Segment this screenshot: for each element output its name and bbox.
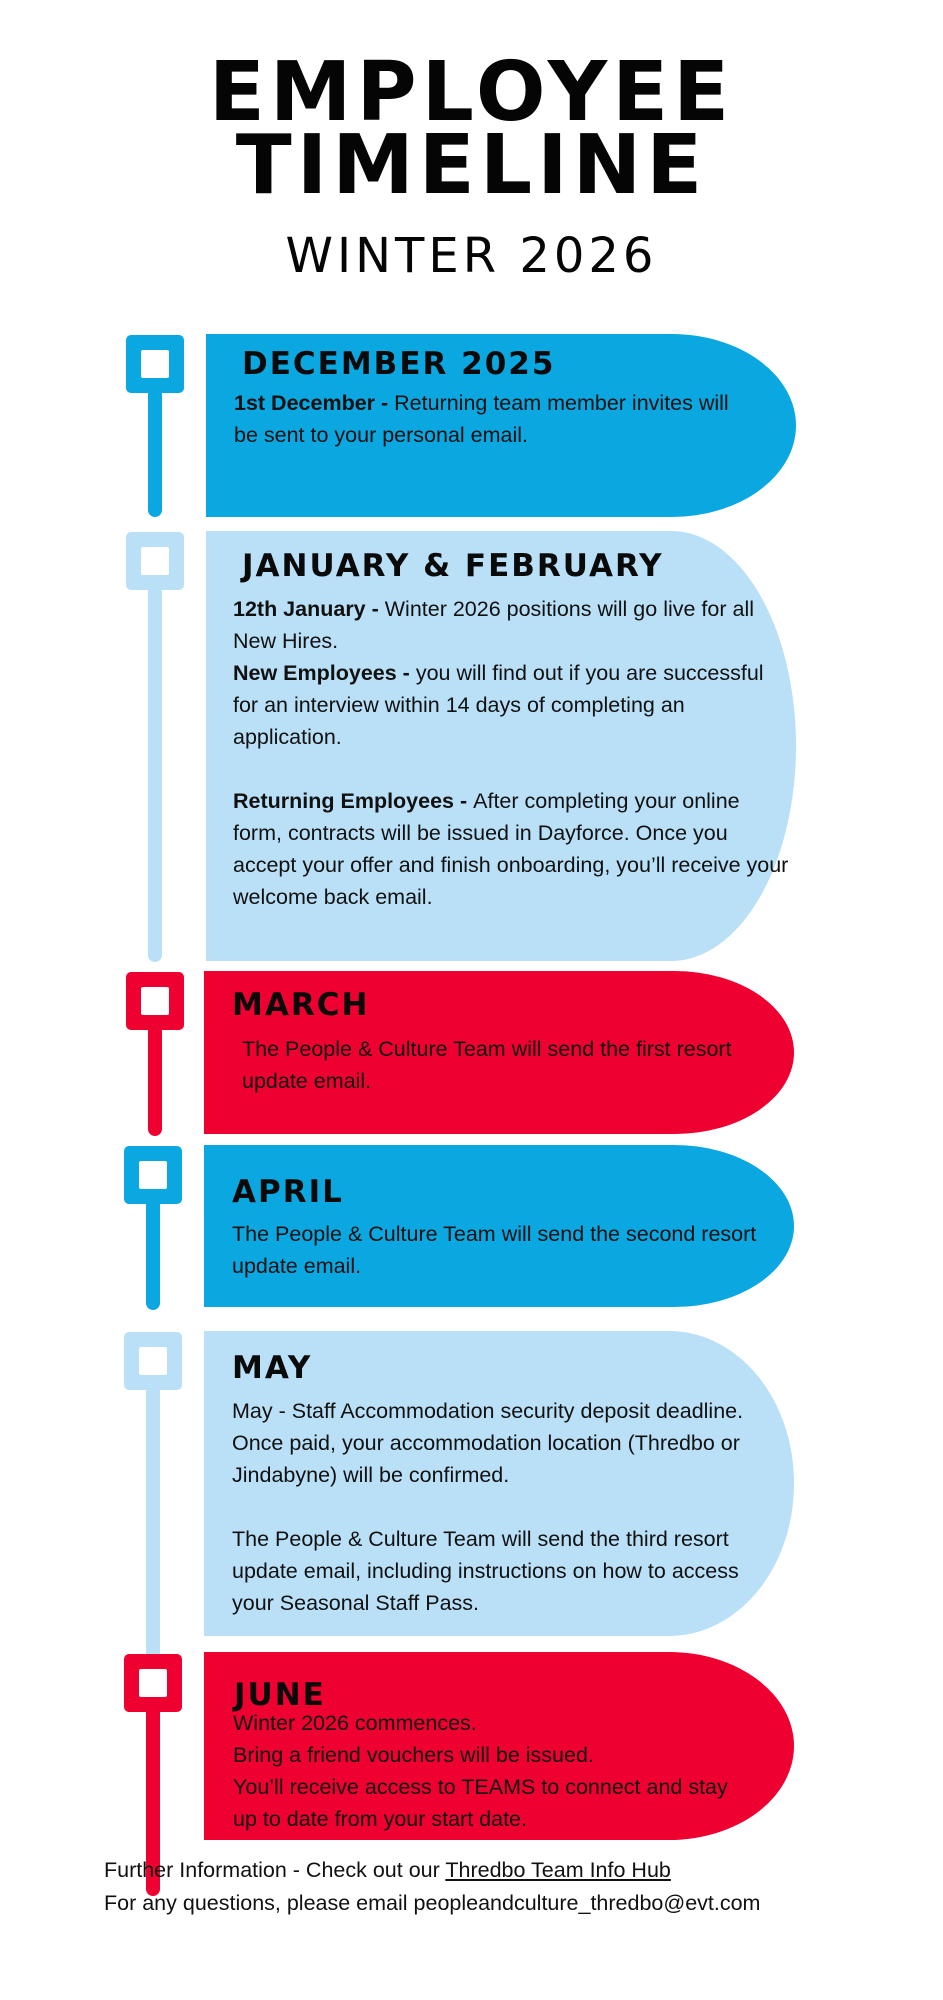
timeline-card-heading: MAY	[232, 1350, 313, 1386]
timeline-card-body	[233, 593, 793, 913]
page-title-line-1: EMPLOYEE	[208, 45, 735, 140]
timeline-card-body	[234, 387, 744, 451]
timeline-text: you will find out if you are successful for an interview within 14 days of completing an application.	[233, 661, 764, 749]
timeline-text: The People & Culture Team will send the third resort update email, including instructions on how to access your Seasonal Staff Pass.	[232, 1527, 739, 1615]
timeline-card-body	[233, 1707, 733, 1835]
page-subtitle: WINTER 2026	[285, 228, 658, 284]
timeline-text: May - Staff Accommodation security deposit deadline. Once paid, your accommodation location (Thredbo or Jindabyne) will be confirmed.	[232, 1399, 744, 1487]
timeline-card-heading: MARCH	[232, 987, 370, 1023]
team-info-hub-link[interactable]: Thredbo Team Info Hub	[445, 1858, 671, 1882]
timeline-group-label: New Employees -	[233, 661, 416, 685]
timeline-text: Returning team member invites will be sent to your personal email.	[234, 391, 729, 447]
timeline-text: You’ll receive access to TEAMS to connect and stay up to date from your start date.	[233, 1775, 728, 1831]
timeline-card-heading: JANUARY & FEBRUARY	[242, 548, 664, 584]
timeline-text: Winter 2026 positions will go live for all New Hires.	[233, 597, 754, 653]
timeline-card-body	[242, 1033, 742, 1097]
timeline-card-january-february	[206, 531, 796, 961]
timeline-text: The People & Culture Team will send the first resort update email.	[242, 1037, 732, 1093]
timeline-card-heading: APRIL	[232, 1174, 344, 1210]
timeline-date-label: 1st December -	[234, 391, 395, 415]
timeline-card-body	[232, 1395, 772, 1619]
timeline-group-label: Returning Employees -	[233, 789, 474, 813]
timeline-card-march	[204, 971, 794, 1134]
timeline-text: The People & Culture Team will send the second resort update email.	[232, 1222, 757, 1278]
timeline-text: After completing your online form, contracts will be issued in Dayforce. Once you accept your offer and finish onboarding, you’ll receive your welcome back email.	[233, 789, 789, 909]
timeline-card-heading: JUNE	[234, 1677, 326, 1713]
timeline-card-april	[204, 1145, 794, 1307]
timeline-card-june	[204, 1652, 794, 1840]
footer-contact-line: For any questions, please email peopleandculture_thredbo@evt.com	[104, 1891, 761, 1915]
footer-info-text: Further Information - Check out our	[104, 1858, 446, 1882]
timeline-card-heading: DECEMBER 2025	[242, 346, 556, 382]
timeline-text: Winter 2026 commences.	[233, 1711, 477, 1735]
timeline-card-body	[232, 1218, 762, 1282]
timeline-date-label: 12th January -	[233, 597, 385, 621]
timeline-card-december	[206, 334, 796, 517]
timeline-card-may	[204, 1331, 794, 1636]
page-title-line-2: TIMELINE	[235, 118, 708, 213]
footer-info-line	[104, 1854, 671, 1886]
timeline-text: Bring a friend vouchers will be issued.	[233, 1743, 594, 1767]
